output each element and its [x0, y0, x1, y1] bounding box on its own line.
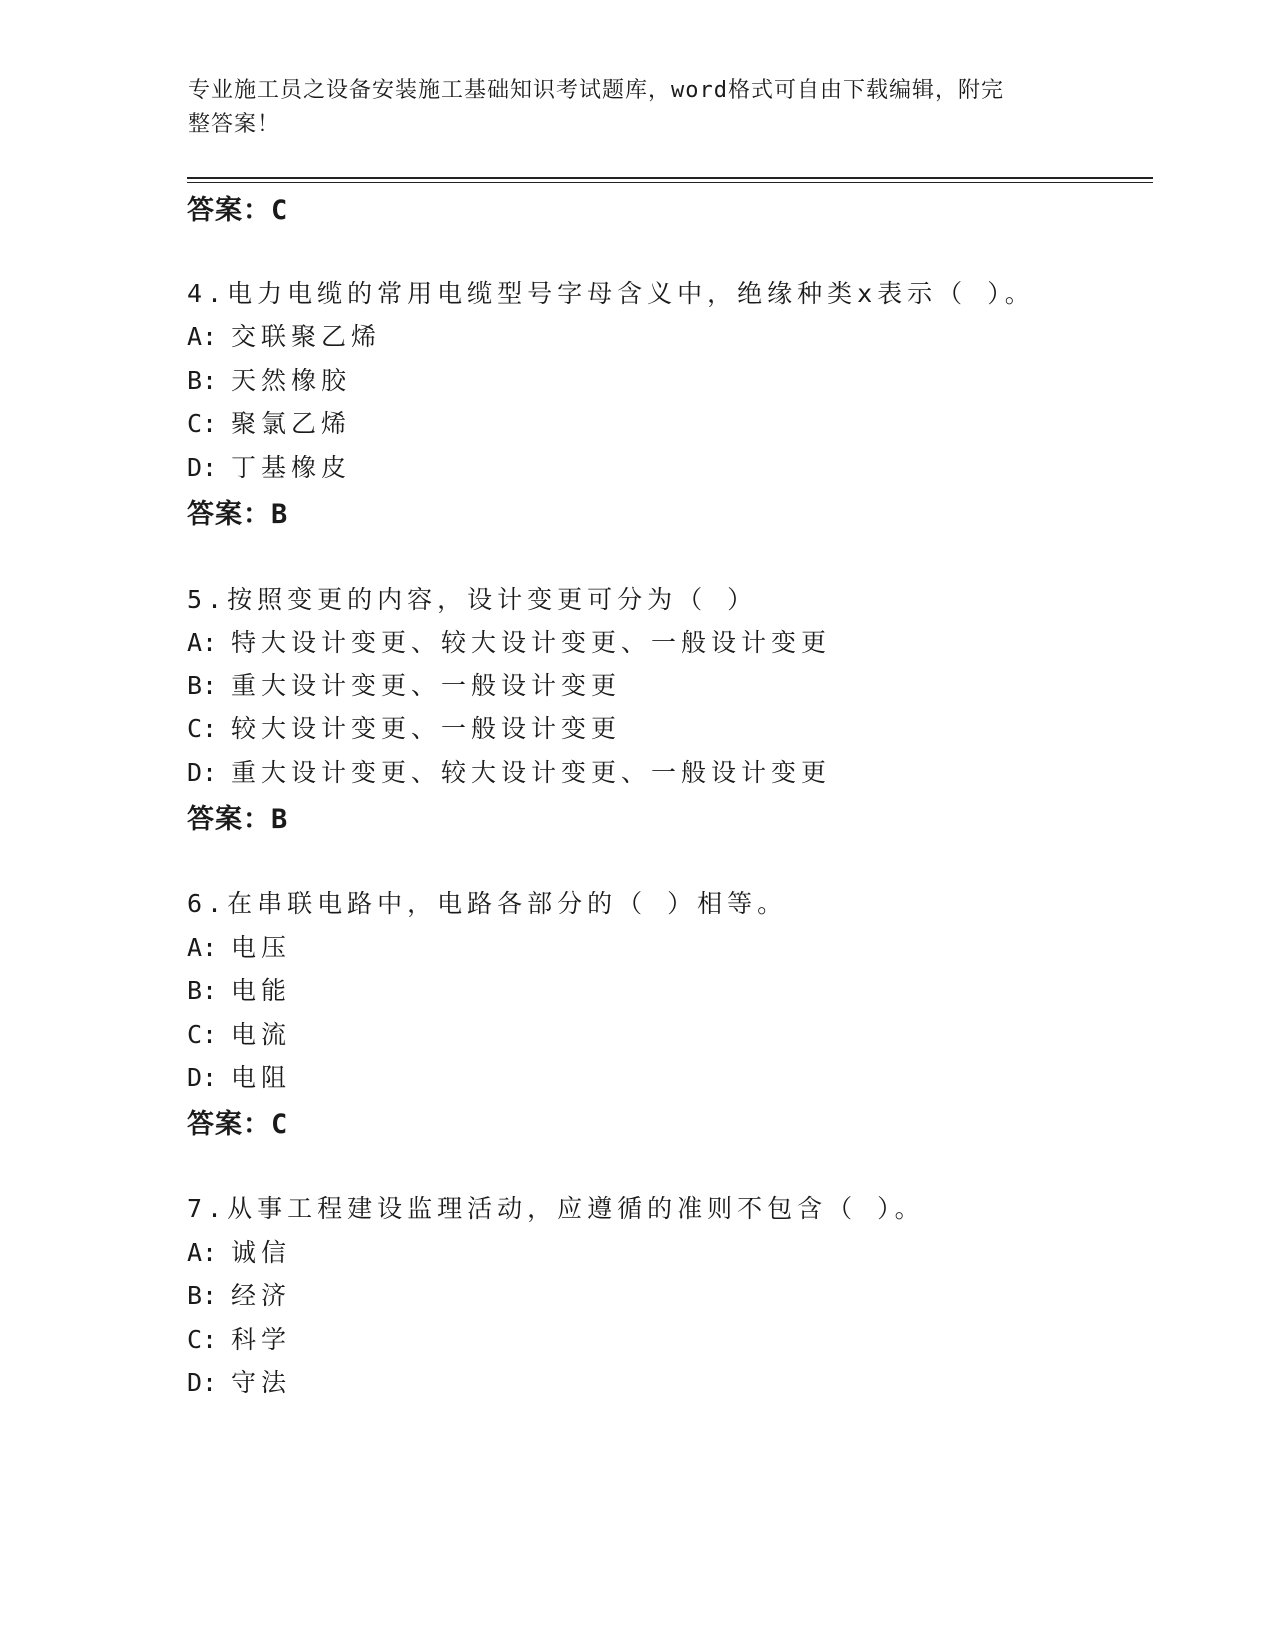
question-7-option-b	[187, 1276, 291, 1312]
option-text: 重大设计变更、一般设计变更	[231, 671, 622, 700]
option-text: 较大设计变更、一般设计变更	[231, 714, 622, 743]
answer-label: 答案：	[187, 499, 271, 530]
option-letter: D:	[187, 1063, 218, 1092]
document-header	[188, 74, 1048, 142]
option-text: 守法	[231, 1368, 292, 1397]
question-4-option-c	[187, 404, 351, 440]
header-line-1: 专业施工员之设备安装施工基础知识考试题库，word格式可自由下载编辑，附完	[188, 78, 1004, 103]
option-letter: B:	[187, 976, 218, 1005]
option-letter: A:	[187, 1238, 218, 1267]
option-text: 交联聚乙烯	[231, 322, 382, 351]
answer-q5	[187, 797, 288, 836]
question-6-option-b	[187, 971, 291, 1007]
option-letter: C:	[187, 714, 218, 743]
option-letter: B:	[187, 366, 218, 395]
question-5-option-a	[187, 623, 831, 659]
question-7-option-a	[187, 1233, 291, 1269]
answer-label: 答案：	[187, 195, 271, 226]
question-4-option-a	[187, 317, 381, 353]
option-text: 天然橡胶	[231, 366, 352, 395]
option-letter: D:	[187, 758, 218, 787]
answer-q4	[187, 492, 288, 531]
question-7-option-c	[187, 1320, 291, 1356]
question-7-option-d	[187, 1363, 291, 1399]
answer-value: C	[271, 1109, 289, 1140]
question-5-option-b	[187, 666, 621, 702]
option-text: 特大设计变更、较大设计变更、一般设计变更	[231, 628, 832, 657]
answer-value: C	[271, 195, 289, 226]
question-4-option-b	[187, 361, 351, 397]
question-6-option-d	[187, 1058, 291, 1094]
option-letter: C:	[187, 1020, 218, 1049]
option-text: 诚信	[231, 1238, 292, 1267]
option-letter: C:	[187, 1325, 218, 1354]
option-text: 重大设计变更、较大设计变更、一般设计变更	[231, 758, 832, 787]
option-letter: D:	[187, 453, 218, 482]
option-letter: B:	[187, 1281, 218, 1310]
option-text: 科学	[231, 1325, 292, 1354]
question-5-option-d	[187, 753, 831, 789]
header-divider-thin	[187, 182, 1153, 183]
question-7-stem: 7.从事工程建设监理活动，应遵循的准则不包含（ ）。	[187, 1194, 925, 1223]
option-letter: C:	[187, 409, 218, 438]
option-text: 电流	[231, 1020, 292, 1049]
option-text: 电能	[231, 976, 292, 1005]
question-5-stem: 5.按照变更的内容，设计变更可分为（ ）	[187, 585, 758, 614]
option-text: 经济	[231, 1281, 292, 1310]
answer-value: B	[271, 499, 289, 530]
answer-q6	[187, 1102, 288, 1141]
question-5-option-c	[187, 709, 621, 745]
option-text: 丁基橡皮	[231, 453, 352, 482]
question-6-stem: 6.在串联电路中，电路各部分的（ ）相等。	[187, 889, 788, 918]
question-4-stem: 4.电力电缆的常用电缆型号字母含义中，绝缘种类x表示（ ）。	[187, 279, 1035, 308]
option-letter: A:	[187, 322, 218, 351]
question-6-option-c	[187, 1015, 291, 1051]
answer-label: 答案：	[187, 1109, 271, 1140]
answer-value: B	[271, 804, 289, 835]
option-text: 聚氯乙烯	[231, 409, 352, 438]
header-line-2: 整答案！	[188, 112, 281, 137]
option-letter: A:	[187, 933, 218, 962]
option-letter: D:	[187, 1368, 218, 1397]
option-text: 电压	[231, 933, 292, 962]
question-6-option-a	[187, 928, 291, 964]
answer-q3	[187, 188, 288, 227]
option-text: 电阻	[231, 1063, 292, 1092]
option-letter: B:	[187, 671, 218, 700]
header-divider-thick	[187, 177, 1153, 179]
question-4-option-d	[187, 448, 351, 484]
answer-label: 答案：	[187, 804, 271, 835]
option-letter: A:	[187, 628, 218, 657]
